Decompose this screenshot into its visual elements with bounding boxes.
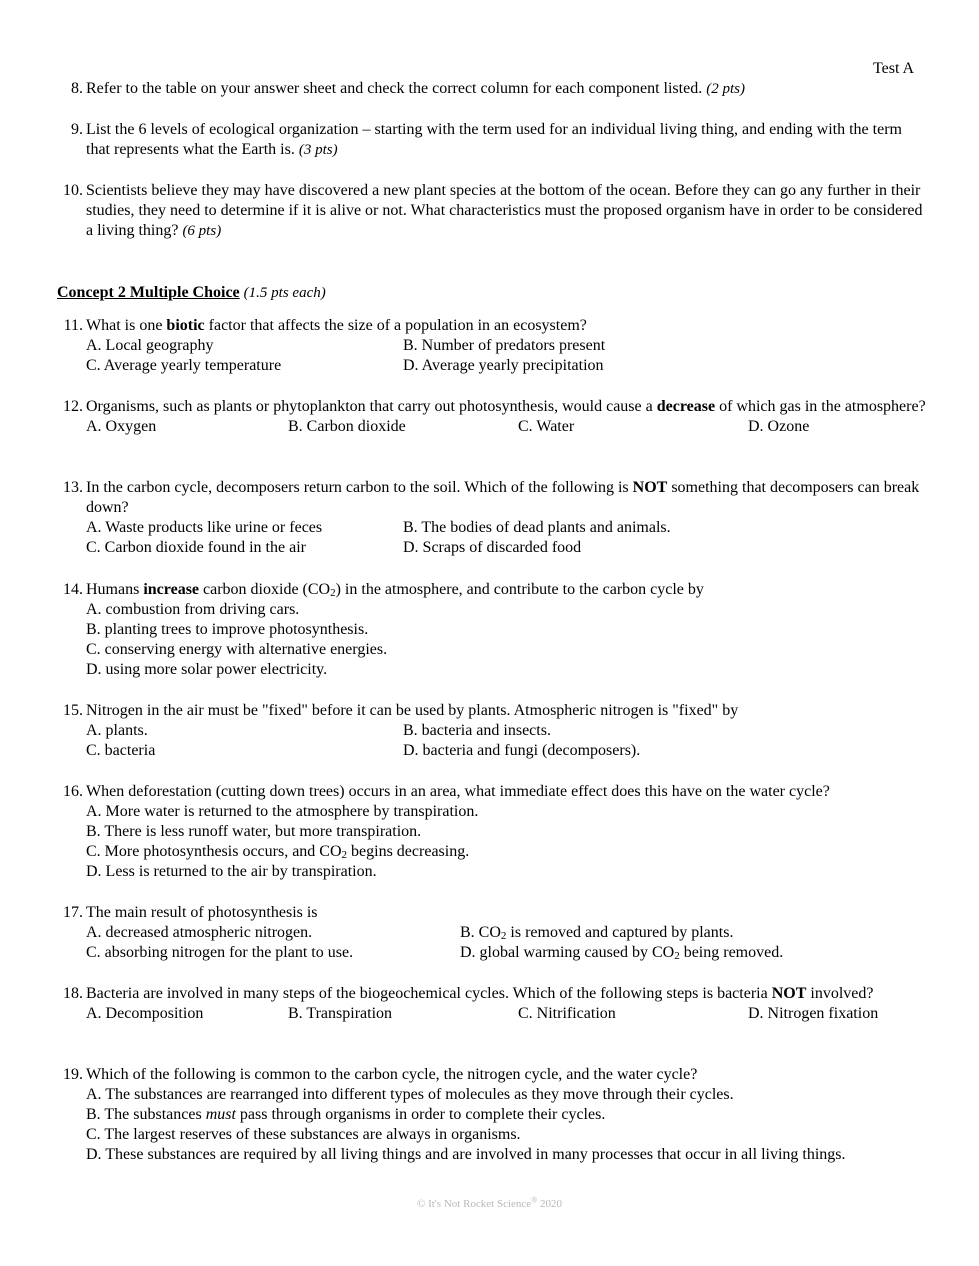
question-text: something that decomposers can break down?: [86, 479, 920, 516]
option-text: B. CO: [460, 924, 501, 941]
section-header: [57, 283, 326, 303]
question-text: When deforestation (cutting down trees) occurs in an area, what immediate effect does this have on the water cycle?: [86, 783, 830, 800]
option-text: pass through organisms in order to complete their cycles.: [235, 1106, 606, 1123]
option-b: B. Carbon dioxide: [288, 418, 406, 435]
option-a: A. More water is returned to the atmosphere by transpiration.: [86, 803, 479, 820]
question-text: Organisms, such as plants or phytoplankton that carry out photosynthesis, would cause a: [86, 398, 657, 415]
question-16: [57, 782, 927, 882]
option-text: B. The substances: [86, 1106, 206, 1123]
subscript: 2: [500, 930, 507, 942]
question-text: Nitrogen in the air must be "fixed" before it can be used by plants. Atmospheric nitrogen is "fixed" by: [86, 702, 739, 719]
option-b: [86, 1105, 927, 1125]
option-c: C. Nitrification: [518, 1005, 616, 1022]
option-c: C. Average yearly temperature: [86, 357, 282, 374]
option-b: B. bacteria and insects.: [403, 722, 551, 739]
option-d: D. Less is returned to the air by transpiration.: [86, 863, 377, 880]
section-points: (1.5 pts each): [243, 285, 326, 301]
test-label: Test A: [873, 60, 915, 77]
question-text: of which gas in the atmosphere?: [715, 398, 926, 415]
question-text: The main result of photosynthesis is: [86, 904, 318, 921]
option-a: A. Local geography: [86, 337, 214, 354]
question-text: ) in the atmosphere, and contribute to the carbon cycle by: [335, 581, 704, 598]
question-17: [57, 903, 927, 963]
question-number: 19.: [63, 1066, 83, 1083]
option-d: D. Ozone: [748, 418, 810, 435]
question-number: 10.: [63, 182, 83, 199]
option-text: being removed.: [679, 944, 784, 961]
question-number: 17.: [63, 904, 83, 921]
question-number: 12.: [63, 398, 83, 415]
registered-mark: ®: [531, 1195, 538, 1205]
question-text: Which of the following is common to the carbon cycle, the nitrogen cycle, and the water cycle?: [86, 1066, 698, 1083]
emphasis: NOT: [632, 479, 668, 496]
option-d: D. using more solar power electricity.: [86, 661, 328, 678]
question-11: [57, 316, 927, 376]
question-text: factor that affects the size of a population in an ecosystem?: [204, 317, 587, 334]
option-b: B. There is less runoff water, but more transpiration.: [86, 823, 422, 840]
option-a: A. Waste products like urine or feces: [86, 519, 323, 536]
question-13: [57, 478, 927, 558]
question-18: [57, 984, 927, 1024]
question-8: [57, 79, 927, 99]
option-c: C. Carbon dioxide found in the air: [86, 539, 306, 556]
option-b: B. Number of predators present: [403, 337, 606, 354]
question-text: Refer to the table on your answer sheet and check the correct column for each component listed.: [86, 80, 703, 97]
option-b: B. The bodies of dead plants and animals.: [403, 519, 671, 536]
points-label: (6 pts): [182, 223, 222, 239]
option-c: C. The largest reserves of these substances are always in organisms.: [86, 1126, 521, 1143]
emphasis: must: [205, 1106, 236, 1123]
option-b: B. Transpiration: [288, 1005, 393, 1022]
option-a: A. decreased atmospheric nitrogen.: [86, 924, 313, 941]
question-text: involved?: [806, 985, 874, 1002]
question-text: What is one: [86, 317, 167, 334]
question-number: 16.: [63, 783, 83, 800]
subscript: 2: [330, 587, 336, 599]
subscript: 2: [674, 950, 680, 962]
emphasis: increase: [143, 581, 200, 598]
option-b: [460, 923, 733, 943]
option-a: A. Decomposition: [86, 1005, 204, 1022]
points-label: (3 pts): [298, 142, 338, 158]
emphasis: decrease: [656, 398, 716, 415]
question-19: [57, 1065, 927, 1165]
question-number: 18.: [63, 985, 83, 1002]
question-14: [57, 580, 927, 680]
option-a: A. The substances are rearranged into different types of molecules as they move through their cycles.: [86, 1086, 734, 1103]
option-text: is removed and captured by plants.: [506, 924, 734, 941]
question-text: List the 6 levels of ecological organization – starting with the term used for an individual living thing, and ending with the term that represents what the Earth is.: [86, 121, 902, 158]
footer-text: © It's Not Rocket Science: [416, 1198, 532, 1210]
question-15: [57, 701, 927, 761]
question-number: 9.: [71, 121, 83, 138]
option-d: D. Scraps of discarded food: [403, 539, 582, 556]
section-title: Concept 2 Multiple Choice: [57, 284, 240, 301]
question-text: Bacteria are involved in many steps of the biogeochemical cycles. Which of the following steps is bacteria: [86, 985, 772, 1002]
option-b: B. planting trees to improve photosynthesis.: [86, 621, 369, 638]
option-c: C. conserving energy with alternative energies.: [86, 641, 388, 658]
emphasis: NOT: [771, 985, 807, 1002]
option-text: D. global warming caused by CO: [460, 944, 675, 961]
option-a: A. combustion from driving cars.: [86, 601, 300, 618]
question-text: Scientists believe they may have discovered a new plant species at the bottom of the ocean. Before they can go any further in their studies, they need to determine if it is alive or not. What characteristics must the proposed organism have in order to be considered a living thing?: [86, 182, 923, 239]
emphasis: biotic: [166, 317, 205, 334]
option-a: A. Oxygen: [86, 418, 157, 435]
option-d: D. These substances are required by all living things and are involved in many processes that occur in all living things.: [86, 1146, 846, 1163]
subscript: 2: [341, 849, 348, 861]
question-text: carbon dioxide (CO: [199, 581, 331, 598]
option-d: D. Nitrogen fixation: [748, 1005, 879, 1022]
question-number: 15.: [63, 702, 83, 719]
question-number: 13.: [63, 479, 83, 496]
option-d: D. Average yearly precipitation: [403, 357, 604, 374]
option-c: [86, 842, 927, 862]
option-c: C. absorbing nitrogen for the plant to use.: [86, 944, 354, 961]
copyright-footer: [0, 1194, 979, 1214]
question-9: [57, 120, 927, 160]
option-a: A. plants.: [86, 722, 148, 739]
points-label: (2 pts): [706, 81, 745, 97]
option-d: D. bacteria and fungi (decomposers).: [403, 742, 641, 759]
question-number: 14.: [63, 581, 83, 598]
question-text: In the carbon cycle, decomposers return carbon to the soil. Which of the following is: [86, 479, 633, 496]
question-12: [57, 397, 927, 437]
question-number: 8.: [71, 80, 83, 97]
question-number: 11.: [63, 317, 83, 334]
question-text: Humans: [86, 581, 144, 598]
footer-year: 2020: [537, 1198, 563, 1210]
option-c: C. bacteria: [86, 742, 156, 759]
option-c: C. Water: [518, 418, 575, 435]
option-text: begins decreasing.: [347, 843, 470, 860]
question-10: [57, 181, 927, 241]
option-d: [460, 943, 783, 963]
option-text: C. More photosynthesis occurs, and CO: [86, 843, 342, 860]
